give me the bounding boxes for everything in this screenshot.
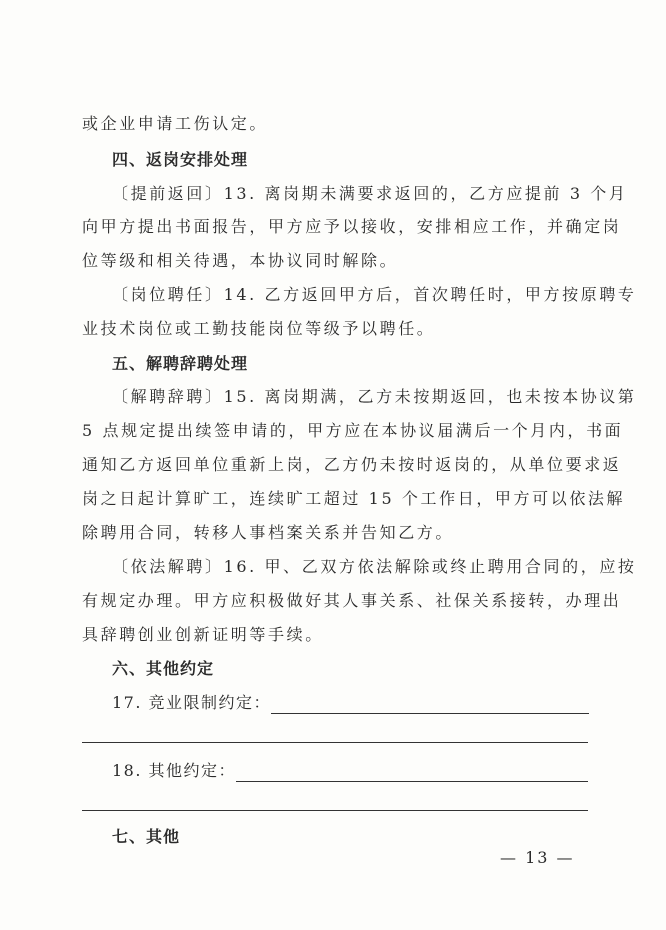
section-heading-other: 七、其他	[112, 827, 181, 846]
section-heading-return: 四、返岗安排处理	[112, 150, 249, 169]
clause-13-line-1: 〔提前返回〕13. 离岗期未满要求返回的，乙方应提前 3 个月	[112, 184, 628, 203]
clause-16-line-1: 〔依法解聘〕16. 甲、乙双方依法解除或终止聘用合同的，应按	[112, 557, 637, 576]
clause-15-line-3: 通知乙方返回单位重新上岗，乙方仍未按时返岗的，从单位要求返	[82, 455, 622, 474]
clause-16-line-3: 具辞聘创业创新证明等手续。	[82, 625, 324, 644]
section-heading-other-agreements: 六、其他约定	[112, 659, 215, 678]
clause-15-line-5: 除聘用合同，转移人事档案关系并告知乙方。	[82, 523, 455, 542]
clause-17-row	[112, 692, 590, 714]
clause-18-blank-line-2[interactable]	[82, 810, 588, 811]
clause-17-blank-line-2[interactable]	[82, 742, 588, 743]
clause-15-line-2: 5 点规定提出续签申请的，甲方应在本协议届满后一个月内，书面	[82, 421, 624, 440]
page-number: — 13 —	[500, 848, 575, 867]
clause-18-row	[112, 760, 590, 782]
clause-18-blank-field[interactable]	[236, 765, 588, 782]
clause-14-line-2: 业技术岗位或工勤技能岗位等级予以聘任。	[82, 319, 436, 338]
clause-17-blank-field[interactable]	[271, 697, 589, 714]
clause-15-line-4: 岗之日起计算旷工，连续旷工超过 15 个工作日，甲方可以依法解	[82, 489, 626, 508]
clause-13-line-3: 位等级和相关待遇，本协议同时解除。	[82, 251, 399, 270]
section-heading-dismissal: 五、解聘辞聘处理	[112, 354, 249, 373]
clause-13-line-2: 向甲方提出书面报告，甲方应予以接收，安排相应工作，并确定岗	[82, 217, 622, 236]
clause-15-line-1: 〔解聘辞聘〕15. 离岗期满，乙方未按期返回，也未按本协议第	[112, 387, 637, 406]
clause-16-line-2: 有规定办理。甲方应积极做好其人事关系、社保关系接转，办理出	[82, 591, 622, 610]
clause-17-label: 17. 竞业限制约定：	[112, 693, 272, 712]
clause-18-label: 18. 其他约定：	[112, 761, 237, 780]
paragraph-continuation: 或企业申请工伤认定。	[82, 114, 269, 133]
clause-14-line-1: 〔岗位聘任〕14. 乙方返回甲方后，首次聘任时，甲方按原聘专	[112, 285, 637, 304]
